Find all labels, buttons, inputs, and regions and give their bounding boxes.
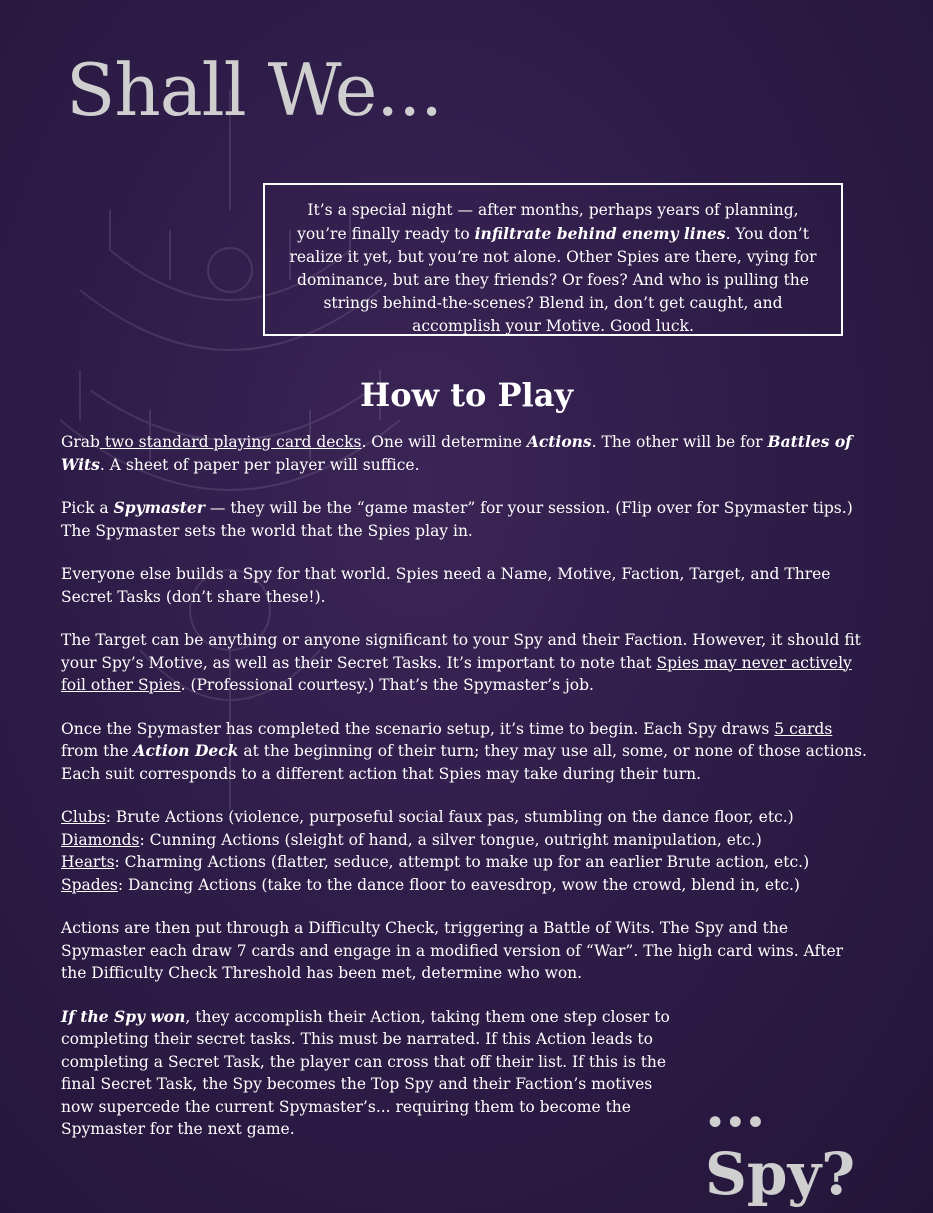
p1-battles-term: Battles of Wits (61, 432, 852, 474)
suit-spades-desc: : Dancing Actions (take to the dance floor to eavesdrop, wow the crowd, blend in, etc.) (117, 875, 800, 894)
p1-decks-link: two standard playing card decks (99, 433, 362, 451)
p1-text-a: Grab (61, 433, 100, 451)
p5-text-a: Once the Spymaster has completed the scenario setup, it’s time to begin. Each Spy draws (61, 719, 775, 738)
paragraph-build-spy: Everyone else builds a Spy for that world. Spies need a Name, Motive, Faction, Target, and Three Secret Tasks (don’t share these!). (61, 565, 831, 606)
suit-diamonds (61, 829, 871, 852)
suit-clubs (61, 806, 871, 829)
p7-text-b: , they accomplish their Action, taking them one step closer to completing their secret tasks. This must be narrated. If this Action leads to completing a Secret Task, the player can cross that off their list. If this is the final Secret Task, the Spy becomes the Top Spy and their Faction’s motives now supercede the current Spymaster’s... requiring them to become the Spymaster for the next game. (61, 1007, 670, 1138)
p4-foil-rule: Spies may never actively foil other Spies (61, 653, 852, 694)
suit-clubs-name: Clubs (61, 808, 106, 826)
paragraph-spy-won (61, 1006, 676, 1141)
rules-content (61, 431, 871, 1162)
p2-text-a: Pick a (61, 499, 114, 517)
suit-spades (61, 874, 871, 897)
p2-text-c: — they will be the “game master” for your session. (Flip over for Spymaster tips.) The Spymaster sets the world that the Spies play in. (61, 499, 853, 540)
intro-emphasis: infiltrate behind enemy lines (474, 224, 726, 243)
p1-text-c: . One will determine (361, 433, 527, 451)
suit-diamonds-name: Diamonds (61, 830, 140, 849)
p1-text-g: . A sheet of paper per player will suffice. (99, 455, 420, 474)
paragraph-difficulty: Actions are then put through a Difficulty Check, triggering a Battle of Wits. The Spy and the Spymaster each draw 7 cards and engage in a modified version of “War”. The high card wins. After the Difficulty Check Threshold has been met, determine who won. (61, 919, 844, 982)
suit-hearts-name: Hearts (61, 853, 115, 871)
p4-text-c: . (Professional courtesy.) That’s the Spymaster’s job. (180, 676, 594, 694)
intro-text-a: It’s a special night — after months, perhaps years of planning, you’re finally ready to (297, 201, 799, 243)
suit-clubs-desc: : Brute Actions (violence, purposeful social faux pas, stumbling on the dance floor, etc.) (105, 808, 794, 826)
suit-diamonds-desc: : Cunning Actions (sleight of hand, a silver tongue, outright manipulation, etc.) (139, 830, 762, 849)
footer-title: ... Spy? (705, 1072, 856, 1208)
p2-spymaster-term: Spymaster (113, 498, 205, 517)
p7-spy-won-term: If the Spy won (61, 1006, 186, 1026)
p1-actions-term: Actions (526, 432, 592, 451)
paragraph-begin (61, 718, 871, 786)
p5-action-deck-term: Action Deck (133, 741, 239, 760)
intro-box (263, 183, 843, 336)
paragraph-grab (61, 431, 871, 476)
suit-hearts-desc: : Charming Actions (flatter, seduce, attempt to make up for an earlier Brute action, etc.) (114, 853, 810, 871)
page-title: Shall We... (66, 48, 442, 132)
p5-text-e: at the beginning of their turn; they may use all, some, or none of those actions. Each suit corresponds to a different action that Spies may take during their turn. (61, 742, 867, 783)
suit-spades-name: Spades (61, 875, 118, 894)
paragraph-spymaster (61, 497, 871, 542)
p5-text-c: from the (61, 742, 134, 760)
suit-hearts (61, 851, 871, 874)
intro-text-c: . You don’t realize it yet, but you’re not alone. Other Spies are there, vying for dominance, but are they friends? Or foes? And who is pulling the strings behind-the-scenes? Blend in, don’t get caught, and accomplish your Motive. Good luck. (289, 225, 817, 335)
p5-five-cards: 5 cards (774, 719, 833, 738)
how-to-play-heading: How to Play (359, 376, 574, 414)
p4-text-a: The Target can be anything or anyone significant to your Spy and their Faction. However, it should fit your Spy’s Motive, as well as their Secret Tasks. It’s important to note that (61, 631, 861, 672)
paragraph-target (61, 629, 871, 697)
p1-text-e: . The other will be for (591, 433, 768, 451)
suits-list (61, 806, 871, 896)
